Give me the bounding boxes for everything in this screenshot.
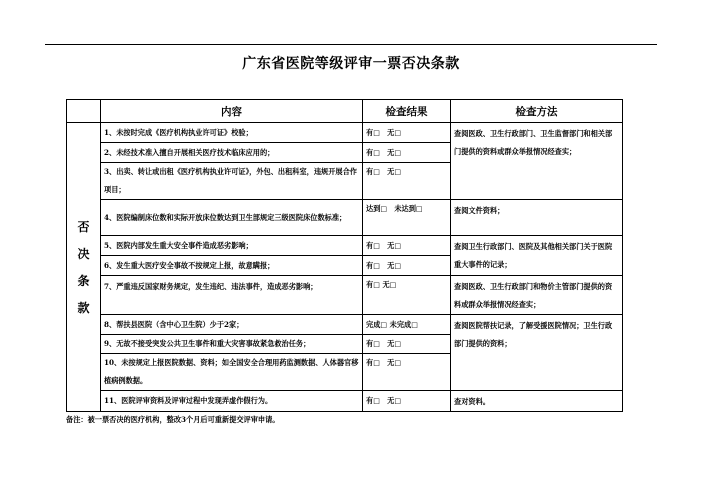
clause-text: 8、帮扶县医院（含中心卫生院）少于2家；	[101, 315, 363, 335]
check-result: 有□ 无□	[363, 391, 451, 412]
clause-text: 4、医院编制床位数和实际开放床位数达到卫生部规定三级医院床位数标准；	[101, 200, 363, 236]
clause-text: 7、严重违反国家财务规定，发生违纪、违法事件，造成恶劣影响；	[101, 276, 363, 315]
category-char: 决	[77, 247, 90, 261]
check-result: 有□ 无□	[363, 256, 451, 276]
check-result: 有□ 无□	[363, 123, 451, 143]
table-row	[67, 200, 623, 236]
table-row	[67, 276, 623, 315]
category-char: 否	[77, 220, 90, 234]
header-blank	[67, 100, 101, 123]
clause-text: 6、发生重大医疗安全事故不按规定上报，故意瞒报；	[101, 256, 363, 276]
header-result: 检查结果	[363, 100, 451, 123]
header-method: 检查方法	[451, 100, 623, 123]
clause-text: 10、未按规定上报医院数据、资料；如全国安全合理用药监测数据、人体器官移植病例数据。	[101, 354, 363, 391]
category-char: 条	[77, 274, 90, 288]
header-content: 内容	[101, 100, 363, 123]
clause-text: 3、出卖、转让或出租《医疗机构执业许可证》，外包、出租科室，违规开展合作项目；	[101, 163, 363, 200]
table-row	[67, 236, 623, 256]
check-method: 查对资料。	[451, 391, 623, 412]
veto-clause-table	[66, 99, 623, 412]
check-result: 有□ 无□	[363, 163, 451, 200]
footnote: 备注：被一票否决的医疗机构，整改3个月后可重新提交评审申请。	[66, 415, 280, 424]
check-result: 达到□ 未达到□	[363, 200, 451, 236]
category-cell	[67, 123, 101, 412]
check-method: 查阅医院帮扶记录，了解受援医院情况；卫生行政部门提供的资料；	[451, 315, 623, 391]
clause-text: 2、未经技术准入擅自开展相关医疗技术临床应用的；	[101, 143, 363, 163]
check-method: 查阅医政、卫生行政部门和物价主管部门提供的资料或群众举报情况经查实；	[451, 276, 623, 315]
page-title: 广东省医院等级评审一票否决条款	[242, 56, 460, 72]
table-header-row	[67, 100, 623, 123]
check-method: 查阅卫生行政部门、医院及其他相关部门关于医院重大事件的记录；	[451, 236, 623, 276]
clause-text: 11、医院评审资料及评审过程中发现弄虚作假行为。	[101, 391, 363, 412]
check-method: 查阅医政、卫生行政部门、卫生监督部门和相关部门提供的资料或群众举报情况经查实；	[451, 123, 623, 200]
check-method: 查阅文件资料；	[451, 200, 623, 236]
category-char: 款	[77, 301, 90, 315]
table-row	[67, 123, 623, 143]
check-result: 有□ 无□	[363, 143, 451, 163]
clause-text: 9、无故不接受突发公共卫生事件和重大灾害事故紧急救治任务；	[101, 335, 363, 354]
top-rule	[45, 44, 657, 45]
check-result: 有□ 无□	[363, 276, 451, 315]
table-row	[67, 315, 623, 335]
clause-text: 1、未按时完成《医疗机构执业许可证》校验；	[101, 123, 363, 143]
check-result: 有□ 无□	[363, 354, 451, 391]
check-result: 有□ 无□	[363, 335, 451, 354]
check-result: 完成□ 未完成□	[363, 315, 451, 335]
clause-text: 5、医院内部发生重大安全事件造成恶劣影响；	[101, 236, 363, 256]
table-row	[67, 391, 623, 412]
check-result: 有□ 无□	[363, 236, 451, 256]
